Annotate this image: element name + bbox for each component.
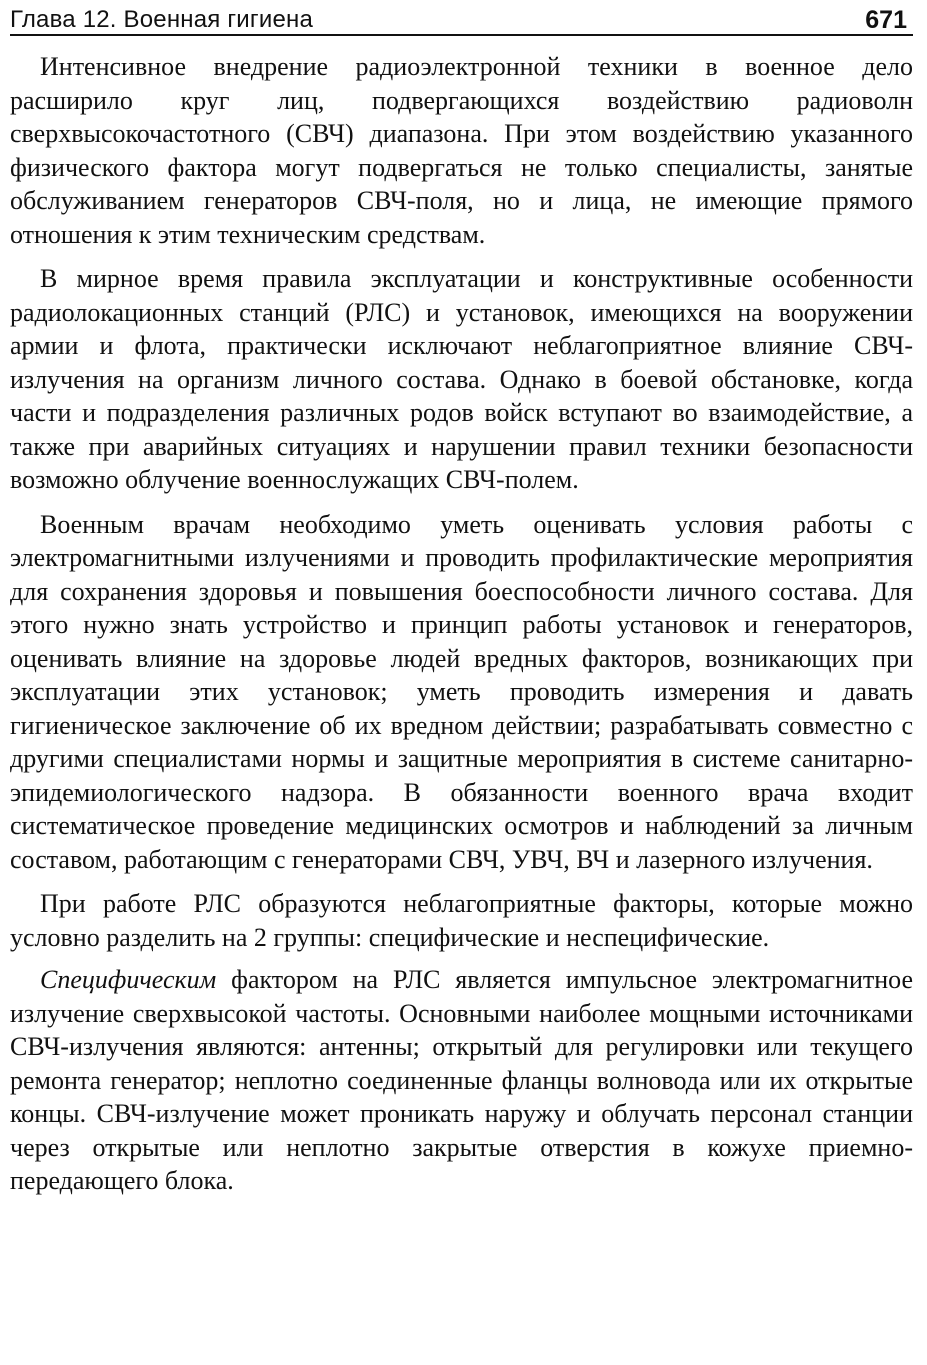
paragraph-4: При работе РЛС образуются неблагоприятные факторы, которые можно условно разделить на 2 группы: специфические и неспецифические. bbox=[10, 889, 913, 952]
paragraph-5 bbox=[10, 963, 913, 1198]
page-number: 671 bbox=[865, 6, 907, 34]
running-header bbox=[10, 4, 913, 36]
chapter-title: Глава 12. Военная гигиена bbox=[10, 6, 314, 33]
paragraph-1: Интенсивное внедрение радиоэлектронной техники в военное дело расширило круг лиц, подвергающихся воздействию радиоволн сверхвысокочастотного (СВЧ) диапазона. При этом воздействию указанного физического фактора могут подвергаться не только специалисты, занятые обслуживанием генераторов СВЧ-поля, но и лица, не имеющие прямого отношения к этим техническим средствам. bbox=[10, 52, 913, 249]
body-text bbox=[10, 50, 913, 1198]
paragraph-5-italic-lead: Специфическим bbox=[40, 965, 217, 994]
paragraph-5-text: фактором на РЛС является импульсное электромагнитное излучение сверхвысокой частоты. Основными наиболее мощными источниками СВЧ-излучения являются: антенны; открытый для регулировки или текущего ремонта генератор; неплотно соединенные фланцы волновода или их открытые концы. СВЧ-излучение может проникать наружу и облучать персонал станции через открытые или неплотно закрытые отверстия в кожухе приемно-передающего блока. bbox=[10, 965, 913, 1195]
paragraph-2: В мирное время правила эксплуатации и конструктивные особенности радиолокационных станций (РЛС) и установок, имеющихся на вооружении армии и флота, практически исключают неблагоприятное влияние СВЧ-излучения на организм личного состава. Однако в боевой обстановке, когда части и подразделения различных родов войск вступают во взаимодействие, а также при аварийных ситуациях и нарушении правил техники безопасности возможно облучение военнослужащих СВЧ-полем. bbox=[10, 264, 913, 494]
paragraph-3: Военным врачам необходимо уметь оценивать условия работы с электромагнитными излучениями и проводить профилактические мероприятия для сохранения здоровья и повышения боеспособности личного состава. Для этого нужно знать устройство и принцип работы установок и генераторов, оценивать влияние на здоровье людей вредных факторов, возникающих при эксплуатации этих установок; уметь проводить измерения и давать гигиеническое заключение об их вредном действии; разрабатывать совместно с другими специалистами нормы и защитные мероприятия в системе санитарно-эпидемиологического надзора. В обязанности военного врача входит систематическое проведение медицинских осмотров и наблюдений за личным составом, работающим с генераторами СВЧ, УВЧ, ВЧ и лазерного излучения. bbox=[10, 509, 913, 874]
